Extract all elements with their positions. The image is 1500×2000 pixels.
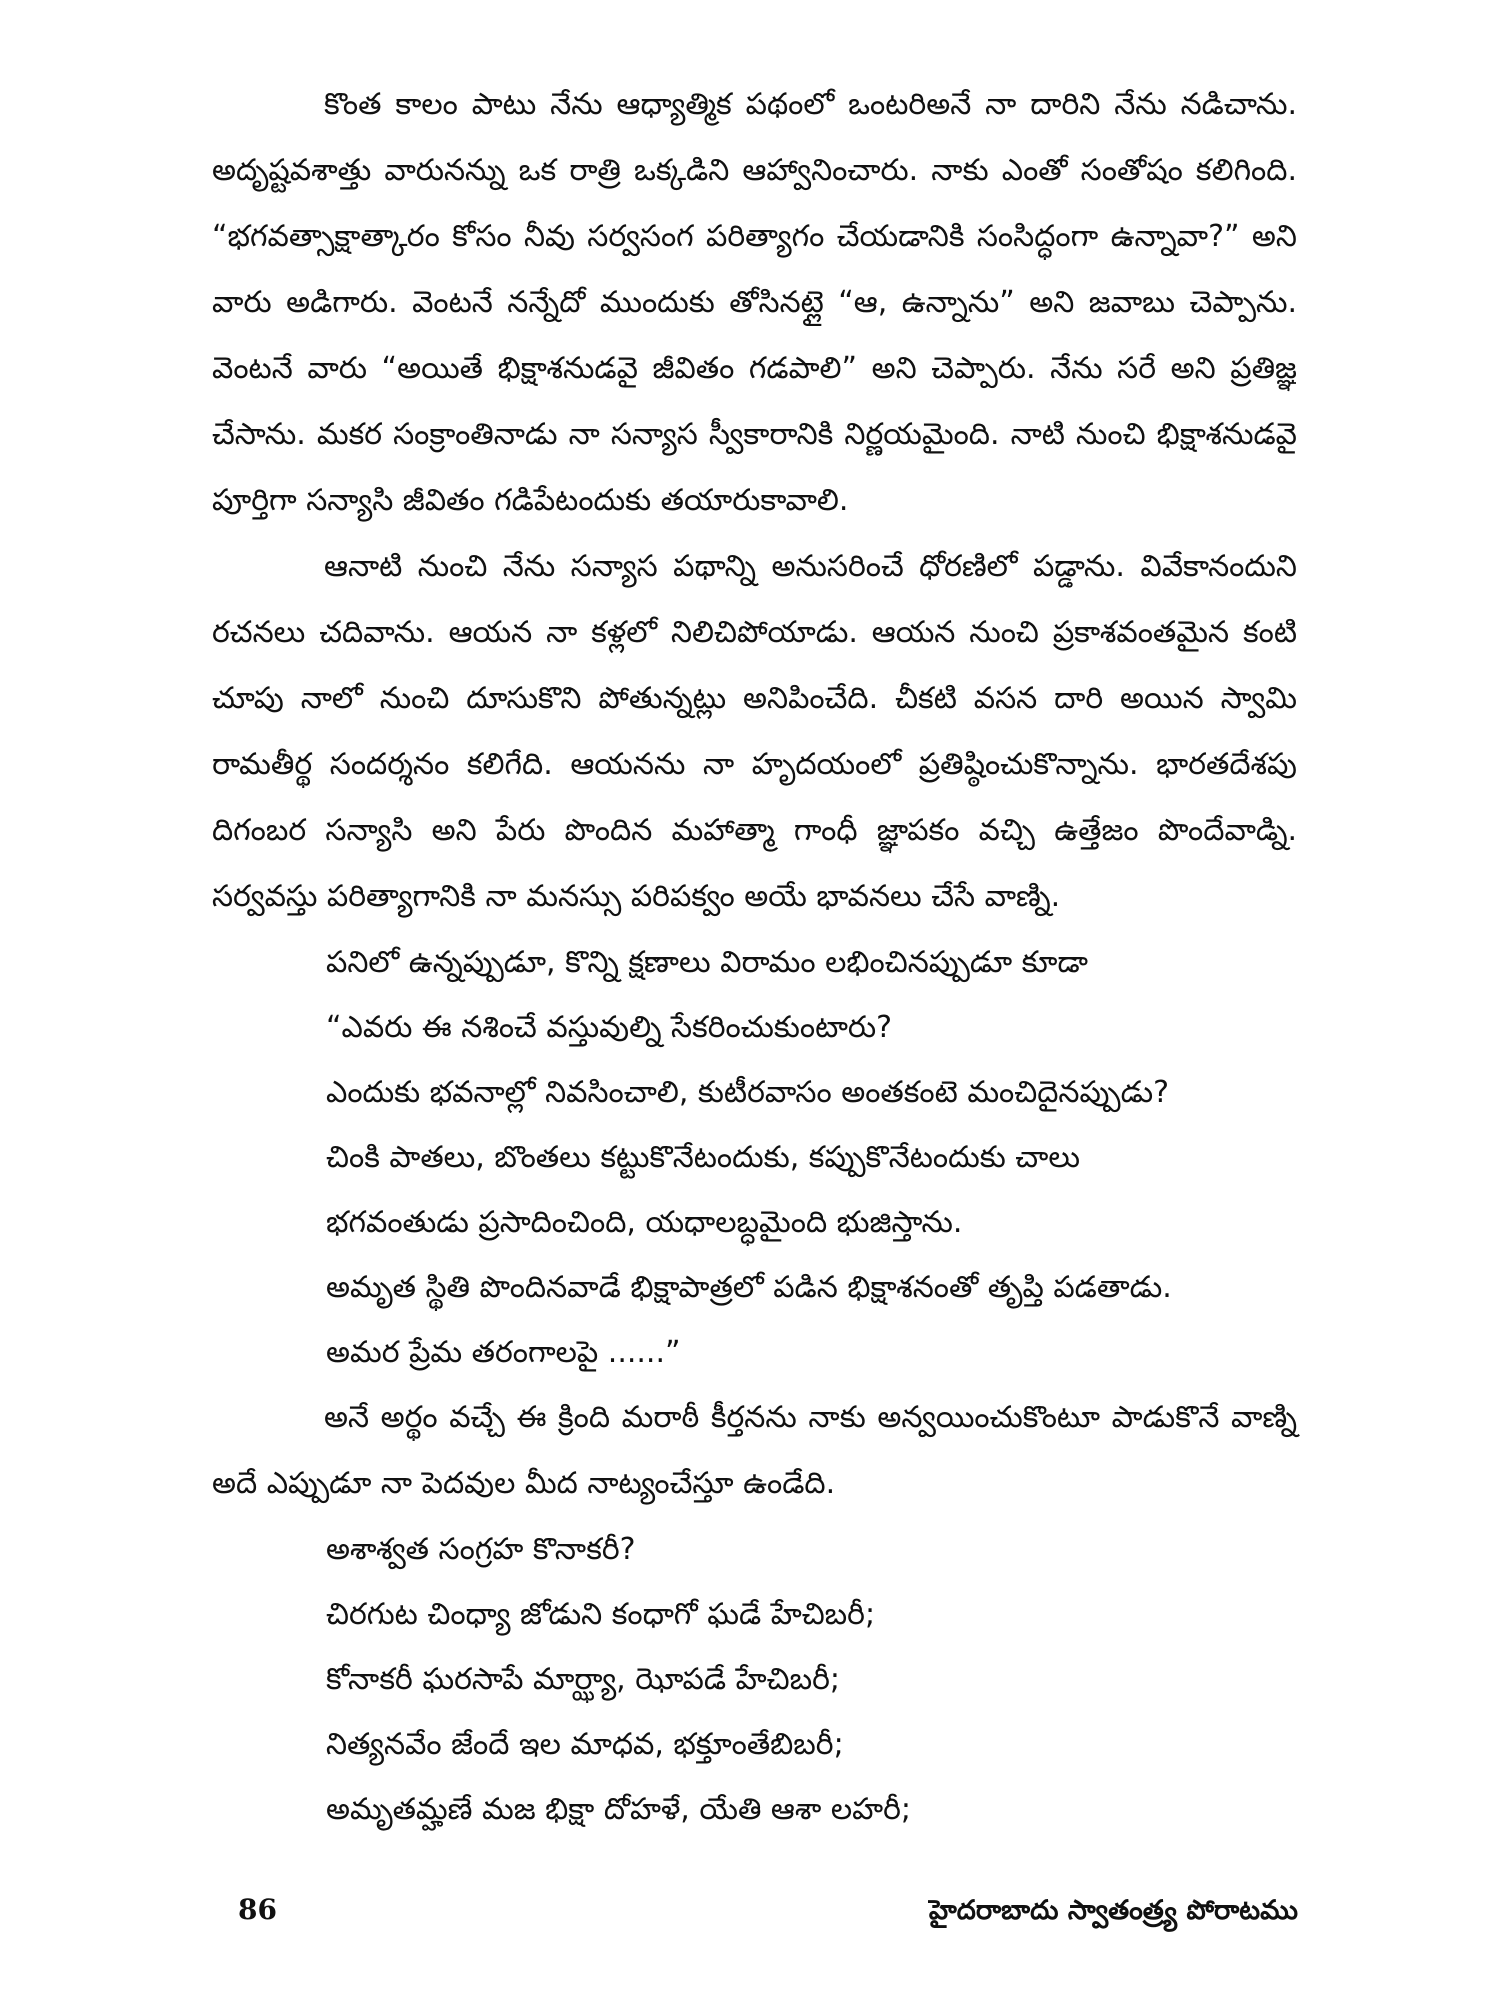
verse-line: అమృతమ్హణే మజ భిక్షా దోహళే, యేతి ఆశా లహరీ;	[326, 1792, 912, 1827]
verse-line: చింకి పాతలు, బొంతలు కట్టుకొనేటందుకు, కప్పుకొనేటందుకు చాలు	[326, 1140, 1081, 1175]
verse-line: అమృత స్థితి పొందినవాడే భిక్షాపాత్రలో పడిన భిక్షాశనంతో తృప్తి పడతాడు.	[326, 1270, 1172, 1305]
verse-line: “ఎవరు ఈ నశించే వస్తువుల్ని సేకరించుకుంటారు?	[326, 1010, 893, 1045]
verse-line: పనిలో ఉన్నప్పుడూ, కొన్ని క్షణాలు విరామం లభించినప్పుడూ కూడా	[326, 945, 1088, 980]
page-number: 86	[238, 1893, 277, 1926]
verse-line: చిరగుట చింధ్యా జోడుని కంధాగో ఘడే హేచిబరీ;	[326, 1597, 876, 1632]
running-title: హైదరాబాదు స్వాతంత్ర్య పోరాటము	[928, 1895, 1298, 1926]
verse-line: నిత్యనవేం జేందే ఇల మాధవ, భక్తూంతేబిబరీ;	[326, 1727, 844, 1762]
body-text	[212, 72, 1297, 1842]
verse-block-1	[212, 930, 1297, 1385]
paragraph-3: అనే అర్థం వచ్చే ఈ క్రింది మరాఠీ కీర్తనను నాకు అన్వయించుకొంటూ పాడుకొనే వాణ్ని అదే ఎప్పుడూ నా పెదవుల మీద నాట్యంచేస్తూ ఉండేది.	[212, 1400, 1297, 1501]
page-footer	[238, 1893, 1298, 1941]
verse-line: కోనాకరీ ఘరసాపే మార్ఝ్యా, ఝోపడే హేచిబరీ;	[326, 1662, 840, 1697]
paragraph-1: కొంత కాలం పాటు నేను ఆధ్యాత్మిక పథంలో ఒంటరిఅనే నా దారిని నేను నడిచాను. అదృష్టవశాత్తు వారునన్ను ఒక రాత్రి ఒక్కడిని ఆహ్వానించారు. నాకు ఎంతో సంతోషం కలిగింది. “భగవత్సాక్షాత్కారం కోసం నీవు సర్వసంగ పరిత్యాగం చేయడానికి సంసిద్ధంగా ఉన్నావా?” అని వారు అడిగారు. వెంటనే నన్నేదో ముందుకు తోసినట్లై “ఆ, ఉన్నాను” అని జవాబు చెప్పాను. వెంటనే వారు “అయితే భిక్షాశనుడవై జీవితం గడపాలి” అని చెప్పారు. నేను సరే అని ప్రతిజ్ఞ చేసాను. మకర సంక్రాంతినాడు నా సన్యాస స్వీకారానికి నిర్ణయమైంది. నాటి నుంచి భిక్షాశనుడవై పూర్తిగా సన్యాసి జీవితం గడిపేటందుకు తయారుకావాలి.	[212, 87, 1297, 518]
verse-line: ఎందుకు భవనాల్లో నివసించాలి, కుటీరవాసం అంతకంటె మంచిదైనప్పుడు?	[326, 1075, 1170, 1110]
verse-line: అశాశ్వత సంగ్రహ కొనాకరీ?	[326, 1532, 636, 1567]
paragraph-2: ఆనాటి నుంచి నేను సన్యాస పథాన్ని అనుసరించే ధోరణిలో పడ్డాను. వివేకానందుని రచనలు చదివాను. ఆయన నా కళ్లలో నిలిచిపోయాడు. ఆయన నుంచి ప్రకాశవంతమైన కంటి చూపు నాలో నుంచి దూసుకొని పోతున్నట్లు అనిపించేది. చీకటి వసన దారి అయిన స్వామి రామతీర్థ సందర్శనం కలిగేది. ఆయనను నా హృదయంలో ప్రతిష్ఠించుకొన్నాను. భారతదేశపు దిగంబర సన్యాసి అని పేరు పొందిన మహాత్మా గాంధీ జ్ఞాపకం వచ్చి ఉత్తేజం పొందేవాడ్ని. సర్వవస్తు పరిత్యాగానికి నా మనస్సు పరిపక్వం అయే భావనలు చేసే వాణ్ని.	[212, 549, 1297, 914]
verse-line: భగవంతుడు ప్రసాదించింది, యధాలబ్ధమైంది భుజిస్తాను.	[326, 1205, 963, 1240]
verse-block-2	[212, 1517, 1297, 1842]
verse-line: అమర ప్రేమ తరంగాలపై ......”	[326, 1335, 681, 1370]
